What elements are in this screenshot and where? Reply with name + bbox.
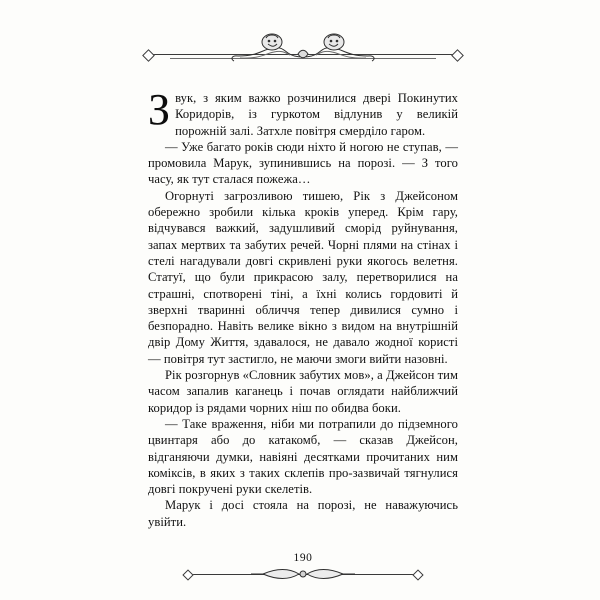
footer-diamond-left [182,569,193,580]
page-content-area [148,28,458,573]
snake-scroll-ornament [148,28,458,74]
page-footer [148,552,458,586]
ornament-snakes-icon [228,28,378,74]
footer-leaf-icon [243,566,363,582]
paragraph-2: — Уже багато років сюди ніхто й ногою не ступав, — промовила Марук, зупинившись на порозі. — З того часу, як тут сталася пожежа… [148,139,458,187]
paragraph-6: Марук і досі стояла на порозі, не наважуючись увійти. [148,498,458,529]
drop-cap: З [148,85,171,134]
ornament-diamond-right [451,49,464,62]
footer-diamond-right [412,569,423,580]
paragraph-4: Рік розгорнув «Словник забутих мов», а Джейсон тим часом запалив каганець і почав оглядати найближчий коридор із рядами чорних ніш по обидва боки. [148,368,458,415]
paragraph-1-text: вук, з яким важко розчинилися двері Покинутих Коридорів, із гуркотом відлунив у великій порожній залі. Затхле повітря смерділо гаром. [175,91,458,138]
paragraph-1 [148,85,458,139]
page-number: 190 [293,552,313,564]
leaf-scroll-ornament [148,569,458,581]
paragraph-3: Огорнуті загрозливою тишею, Рік з Джейсоном обережно зробили кілька кроків уперед. Крім гару, відчувався важкий, задушливий сморід руйнування, запах мертвих та забутих речей. Чорні плями на стінах і стелі нагадували довгі скривлені руки якогось велетня. Статуї, що були прикрасою залу, перетворилися на страшні, спотворені тіні, а їхні колись гордовиті й зверхні тваринні обличчя тепер дивилися сумно і безпорадно. Навіть велике вікно з видом на внутрішній двір Дому Життя, здавалося, не давало жодної користі — повітря тут застигло, не маючи змоги вийти назовні. [148,188,458,366]
paragraph-5: — Таке враження, ніби ми потрапили до підземного цвинтаря або до катакомб, — сказав Джейсон, відганяючи думки, навіяні десятками прочитаних ним коміксів, в яких з таких склепів про-зазвичай тягнулися довгі покручені руки скелетів. [148,416,458,497]
ornament-diamond-left [142,49,155,62]
page-body-text [148,85,458,530]
